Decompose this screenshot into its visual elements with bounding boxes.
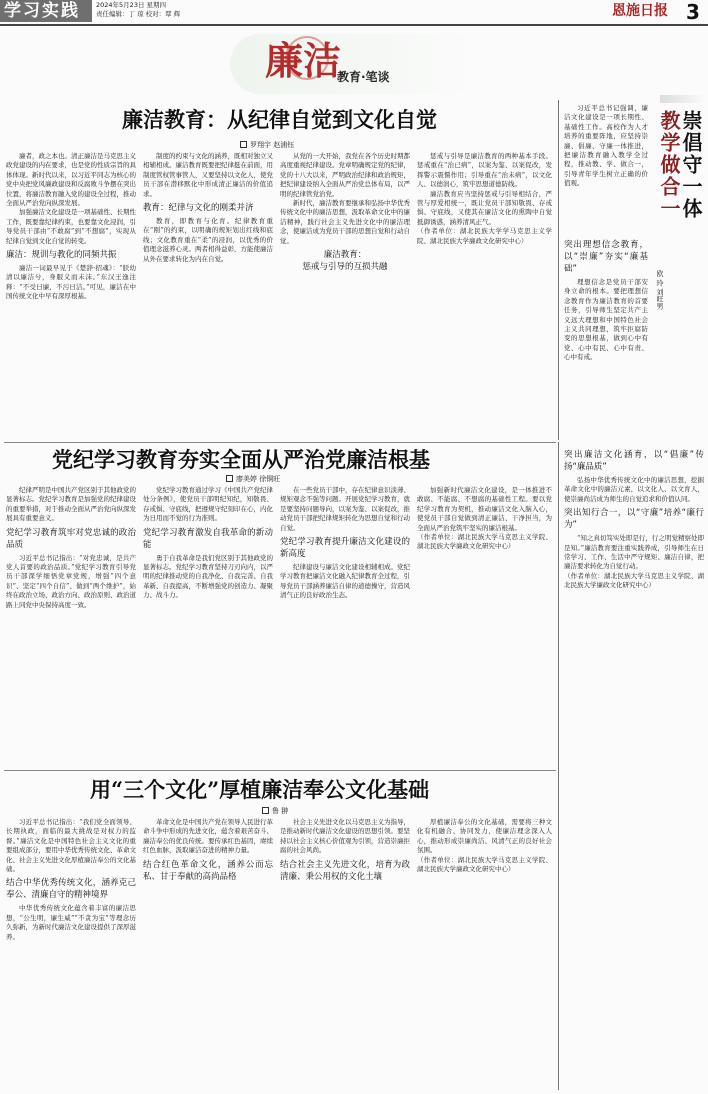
section-label: 学习实践 xyxy=(0,0,92,22)
article3-title: 用“三个文化”厚植廉洁奉公文化基础 xyxy=(90,777,430,802)
article3-subheading-2: 结合红色革命文化，涵养公而忘私、甘于奉献的高尚品格 xyxy=(143,859,273,882)
article2-column-3 xyxy=(280,486,410,766)
article3-column-1 xyxy=(6,818,136,1090)
page-number: 3 xyxy=(686,0,700,24)
paragraph: 习近平总书记指出：“对党忠诚，是共产党人首要的政治品质。”党纪学习教育引导党员干部深学细悟党章党规，增强“四个意识”、坚定“四个自信”、做到“两个维护”，始终在政治立场、政治方向、政治原则、政治道路上同党中央保持高度一致。 xyxy=(6,553,136,609)
side-subheading-2: 突出廉洁文化涵育，以“倡廉”传扬“廉品质” xyxy=(564,450,704,472)
paragraph: 从党的一大开始，我党在各个历史时期都高度重视纪律建设。党章明确规定党的纪律，党的十八大以来，严明政治纪律和政治规矩，把纪律建设纳入全面从严治党总体布局，以严明的纪律管党治党。 xyxy=(280,152,410,198)
article2-byline xyxy=(226,474,280,484)
paragraph: 勇于自我革命是我们党区别于其他政党的显著标志。党纪学习教育坚持刀刃向内，以严明的纪律推动党的自我净化、自我完善、自我革新、自我提高，不断增强党的创造力、凝聚力、战斗力。 xyxy=(143,553,273,600)
side-author-note: （作者单位：湖北民族大学马克思主义学院、湖北民族大学廉政文化研究中心） xyxy=(564,571,704,590)
paragraph: 社会主义先进文化以马克思主义为指导，是推动新时代廉洁文化建设的思想引领。要坚持以社会主义核心价值观为引领，营造崇廉拒腐的社会风尚。 xyxy=(280,818,410,855)
article1-subheading-2: 教育：纪律与文化的刚柔并济 xyxy=(143,203,254,214)
paragraph: 在一些党员干部中，存在纪律意识淡薄、规矩观念不强等问题。开展党纪学习教育，就是要坚持问题导向，以案为鉴、以案促改，推动党员干部把纪律规矩转化为思想自觉和行动自觉。 xyxy=(280,486,410,532)
column-banner xyxy=(265,30,465,100)
paragraph: 革命文化是中国共产党在领导人民进行革命斗争中形成的先进文化，蕴含着艰苦奋斗、廉洁奉公的优良传统。要传承红色基因，赓续红色血脉，汲取廉洁奋进的精神力量。 xyxy=(143,818,273,855)
article2-column-1 xyxy=(6,486,136,766)
paragraph: 加强新时代廉洁文化建设，是一体推进不敢腐、不能腐、不想腐的基础性工程。要以党纪学习教育为契机，推动廉洁文化入脑入心，使党员干部自觉做到清正廉洁、干净担当，为全面从严治党筑牢坚实的廉洁根基。 xyxy=(417,486,552,532)
article2-column-2 xyxy=(143,486,273,766)
article2-authors: 廖美婷 徐铜旺 xyxy=(236,475,281,483)
byline-box-icon xyxy=(262,807,269,814)
paragraph: 制度的约束与文化的涵养，既相对独立又相辅相成。廉洁教育既要把纪律挺在前面，用制度管权管事管人，又要坚持以文化人，使党员干部在潜移默化中形成清正廉洁的价值追求。 xyxy=(143,152,273,198)
side-subheading-3: 突出知行合一，以“守廉”培养“廉行为” xyxy=(564,508,704,531)
paragraph: 教育，即教育与化育。纪律教育重在“刚”的约束，以明确的规矩划出红线和底线；文化教育重在“柔”的浸润，以优秀的价值理念滋养心灵。两者相得益彰，方能使廉洁从外在要求转化为内在自觉。 xyxy=(143,217,273,263)
article2-subheading-2: 党纪学习教育激发自我革命的新动能 xyxy=(143,527,273,550)
banner-calligraphy: 廉洁 xyxy=(265,38,342,83)
byline-box-icon xyxy=(226,475,233,482)
editor-line: 责任编辑：丁 琼 校对：覃 辉 xyxy=(96,10,181,18)
article3-column-2 xyxy=(143,818,273,1090)
article2-column-4 xyxy=(417,486,552,766)
side-title-line-1: 崇倡守一体 xyxy=(679,110,703,220)
paragraph: 理想信念是党员干部安身立命的根本。要把理想信念教育作为廉洁教育的首要任务，引导师生坚定共产主义远大理想和中国特色社会主义共同理想，筑牢拒腐防变的思想根基，做到心中有党、心中有民、心中有责、心中有戒。 xyxy=(564,278,648,362)
byline-box-icon xyxy=(240,141,247,148)
paragraph: 纪律严明是中国共产党区别于其他政党的显著标志。党纪学习教育是加强党的纪律建设的重要举措，对于推动全面从严治党向纵深发展具有重要意义。 xyxy=(6,486,136,523)
article2-title: 党纪学习教育夯实全面从严治党廉洁根基 xyxy=(52,447,430,472)
paragraph: 新时代，廉洁教育要继承和弘扬中华优秀传统文化中的廉洁思想，汲取革命文化中的廉洁精神，践行社会主义先进文化中的廉洁理念，使廉洁成为党员干部的思想自觉和行动自觉。 xyxy=(280,199,410,245)
column-divider xyxy=(558,442,559,1090)
article3-author-note: （作者单位：湖北民族大学马克思主义学院、湖北民族大学廉政文化研究中心） xyxy=(417,855,552,874)
article1-column-3 xyxy=(280,152,410,440)
paragraph: 纪律建设与廉洁文化建设相辅相成。党纪学习教育把廉洁文化融入纪律教育全过程，引导党员干部涵养廉洁自律的道德操守，营造风清气正的良好政治生态。 xyxy=(280,563,410,600)
article1-column-4 xyxy=(417,152,552,440)
article3-authors: 鲁 翀 xyxy=(272,807,289,815)
article3-byline xyxy=(262,806,288,816)
article1-column-1 xyxy=(6,152,136,440)
side-title-decoration xyxy=(660,95,706,103)
paragraph: “知之真切笃实处即是行，行之明觉精察处即是知。”廉洁教育要注重实践养成，引导师生在日常学习、工作、生活中严守规矩、廉洁自律，把廉洁要求转化为自觉行动。 xyxy=(564,534,704,571)
article2-subheading-3: 党纪学习教育提升廉洁文化建设的新高度 xyxy=(280,537,410,560)
header-rule xyxy=(0,24,708,26)
section-divider xyxy=(4,442,556,443)
paragraph: 中华优秀传统文化蕴含着丰富的廉洁思想，“公生明，廉生威”“不贪为宝”等理念历久弥新，为新时代廉洁文化建设提供了深厚滋养。 xyxy=(6,904,136,941)
article2-subheading-1: 党纪学习教育筑牢对党忠诚的政治品质 xyxy=(6,527,136,550)
article3-column-4 xyxy=(417,818,552,1090)
column-divider xyxy=(558,100,559,440)
paragraph: 弘扬中华优秀传统文化中的廉洁思想，挖掘革命文化中的廉洁元素，以文化人、以文育人，使崇廉尚洁成为师生的自觉追求和价值认同。 xyxy=(564,476,704,503)
side-column-top xyxy=(564,104,648,234)
article1-subheading-1: 廉洁：规训与教化的同频共振 xyxy=(6,250,117,261)
side-column-mid xyxy=(564,236,648,436)
paragraph: 习近平总书记指出：“我们党全面领导、长期执政，面临的最大挑战是对权力的监督。”廉洁文化是中国特色社会主义文化的重要组成部分，要用中华优秀传统文化、革命文化、社会主义先进文化厚植廉洁奉公的文化基础。 xyxy=(6,818,136,874)
page-header xyxy=(0,0,708,26)
side-title-line-2: 教学做合一 xyxy=(657,110,681,220)
article3-column-3 xyxy=(280,818,410,1090)
side-column-bottom xyxy=(564,446,704,1086)
article1-column-2 xyxy=(143,152,273,440)
paragraph: 厚植廉洁奉公的文化基础，需要将三种文化有机融合、协同发力，使廉洁理念深入人心，推动形成崇廉尚洁、风清气正的良好社会氛围。 xyxy=(417,818,552,855)
article1-subheading-3: 廉洁教育： 惩戒与引导的互损共融 xyxy=(302,250,388,273)
header-meta xyxy=(96,1,180,19)
paragraph: 惩戒与引导是廉洁教育的两种基本手段。惩戒重在“治已病”，以案为鉴、以案促改，发挥警示震慑作用；引导重在“治未病”，以文化人、以德润心，筑牢思想道德防线。 xyxy=(417,152,552,189)
paragraph: 廉者，政之本也。清正廉洁是马克思主义政党建设的内在要求，也是党的性质宗旨的具体体现。新时代以来，以习近平同志为核心的党中央把党风廉政建设和反腐败斗争摆在突出位置，将廉洁教育融入党的建设全过程，推动全面从严治党向纵深发展。 xyxy=(6,152,136,208)
paragraph: 党纪学习教育通过学习《中国共产党纪律处分条例》，使党员干部明纪知纪，知敬畏、存戒惧、守底线，把遵规守纪刻印在心，内化为日用而不觉的行为准则。 xyxy=(143,486,273,523)
article1-authors: 罗翔宇 赵浦钰 xyxy=(250,141,295,149)
banner-subtitle: 教育·笔谈 xyxy=(337,70,390,84)
newspaper-logo: 恩施日报 xyxy=(612,3,668,19)
date-line: 2024年5月23日 星期四 xyxy=(96,1,167,9)
side-byline: 欧 玲 刘旺男 xyxy=(656,270,664,310)
paragraph: 廉洁教育应当坚持惩戒与引导相结合，严管与厚爱相统一，既让党员干部知敬畏、存戒惧、守底线，又使其在廉洁文化的熏陶中自觉抵御诱惑，涵养清风正气。 xyxy=(417,189,552,226)
article1-author-note: （作者单位：湖北民族大学学马克思主义学院、湖北民族大学廉政文化研究中心） xyxy=(417,227,552,245)
article3-subheading-3: 结合社会主义先进文化，培育为政清廉、秉公用权的文化土壤 xyxy=(280,859,410,882)
article2-author-note: （作者单位：湖北民族大学马克思主义学院、湖北民族大学廉政文化研究中心） xyxy=(417,533,552,551)
paragraph: 廉洁一词最早见于《楚辞·招魂》：“朕幼清以廉洁兮，身服义而未沫。”东汉王逸注释：“不受曰廉，不污曰洁。”可见，廉洁在中国传统文化中早有深厚根基。 xyxy=(6,264,136,301)
paragraph: 习近平总书记强调，廉洁文化建设是一项长期性、基础性工作。高校作为人才培养的重要阵地，应坚持崇廉、倡廉、守廉一体推进，把廉洁教育融入教学全过程，推动教、学、做合一，引导青年学生树立正确的价值观。 xyxy=(564,104,648,188)
article3-subheading-1: 结合中华优秀传统文化，涵养克己奉公、清廉自守的精神境界 xyxy=(6,878,136,901)
article1-byline xyxy=(240,140,294,150)
article1-title: 廉洁教育：从纪律自觉到文化自觉 xyxy=(122,107,437,132)
side-subheading-1: 突出理想信念教育，以“崇廉”夯实“廉基础” xyxy=(564,240,648,274)
paragraph: 加强廉洁文化建设是一项基础性、长期性工作，既要靠纪律约束，也要靠文化浸润，引导党员干部由“不敢腐”到“不想腐”，实现从纪律自觉到文化自觉的转变。 xyxy=(6,208,136,245)
section-divider xyxy=(4,770,556,771)
